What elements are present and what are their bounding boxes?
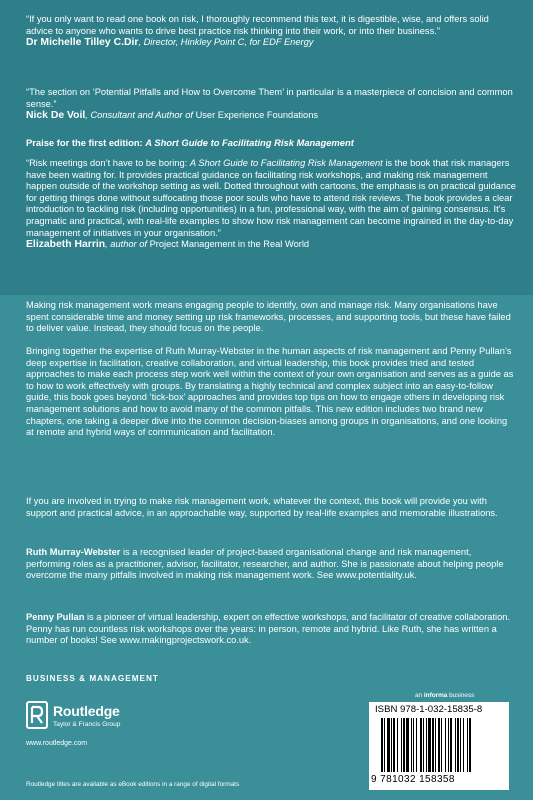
quote-2-attribution (26, 110, 516, 122)
quote-1-attribution (26, 37, 516, 49)
barcode-bar (463, 718, 464, 772)
barcode-bar (397, 718, 398, 772)
barcode-icon (381, 718, 499, 774)
informa-tagline: an informa business (415, 692, 475, 699)
publisher-name: Routledge (53, 703, 120, 719)
quote-1 (26, 14, 516, 49)
barcode-bar (457, 718, 459, 772)
quote-1-text: “If you only want to read one book on risk, I thoroughly recommend this text, it is digestible, wise, and offers solid advice to anyone who wants to drive best practice risk thinking into their work, or into their business.” (26, 14, 489, 36)
author-1-name: Ruth Murray-Webster (26, 547, 121, 557)
barcode-bar (428, 718, 431, 772)
barcode-bar (450, 718, 452, 772)
author-bio-2 (26, 612, 516, 647)
barcode-number: 9 781032 158358 (371, 774, 455, 785)
author-1-bio: is a recognised leader of project-based organisational change and risk management, performing roles as a practitioner, advisor, facilitator, researcher, and author. She is passionate about helping people overcome the many pitfalls involved in making risk management work. See www.potentiality.uk. (26, 547, 504, 581)
isbn-text: ISBN 978-1-032-15835-8 (375, 704, 483, 715)
barcode-bar (423, 718, 424, 772)
author-bio-1 (26, 547, 516, 582)
body-paragraph-2: Bringing together the expertise of Ruth Murray-Webster in the human aspects of risk management and Penny Pullan’s deep expertise in facilitation, creative collaboration, and virtual leadership, this book provides tried and tested approaches to make each process step work well within the context of your own organisation and serves as a guide as to how to work effectively with groups. By translating a highly technical and complex subject into an easy-to-follow guide, this book goes beyond ‘tick-box’ approaches and provides top tips on how to engage others in developing risk management solutions and how to avoid many of the common pitfalls. This new edition includes two brand new chapters, one taking a deeper dive into the common decision-biases among groups in organisations, and one looking at remote and hybrid ways of communication and facilitation. (26, 346, 514, 438)
barcode-bar (441, 718, 442, 772)
category-label: BUSINESS & MANAGEMENT (26, 674, 159, 683)
body-paragraph-3: If you are involved in trying to make risk management work, whatever the context, this book will provide you with support and practical advice, in an approachable way, supported by real-life examples and memorable illustrations. (26, 496, 498, 518)
barcode-bar (467, 718, 468, 772)
body-paragraph-1: Making risk management work means engaging people to identify, own and manage risk. Many organisations have spent considerable time and money setting up risk frameworks, processes, and supporting tools, but these have failed to deliver value. Instead, they should focus on the people. (26, 300, 511, 334)
praise-book-title: A Short Guide to Facilitating Risk Management (145, 137, 354, 148)
barcode-bar (420, 718, 422, 772)
quote-3-book: Project Management in the Real World (149, 239, 310, 250)
barcode-bar (432, 718, 434, 772)
praise-heading (26, 137, 516, 149)
quote-3-role: , author of (105, 239, 150, 250)
quote-3-attribution (26, 239, 516, 251)
barcode-bar (381, 718, 383, 772)
publisher-url: www.routledge.com (26, 740, 88, 747)
footer-note: Routledge titles are available as eBook editions in a range of digital formats (26, 781, 240, 788)
barcode-bar (416, 718, 417, 772)
barcode-bar (460, 718, 461, 772)
barcode-bar (448, 718, 449, 772)
barcode-bar (391, 718, 392, 772)
barcode-bar (413, 718, 414, 772)
publisher-group: Taylor & Francis Group (53, 721, 121, 728)
quote-2-book: User Experience Foundations (195, 110, 319, 121)
barcode-bar (384, 718, 385, 772)
barcode-bar (401, 718, 402, 772)
quote-3-name: Elizabeth Harrin (26, 239, 106, 251)
barcode-panel (369, 702, 509, 790)
quote-3-text: “Risk meetings don’t have to be boring: A Short Guide to Facilitating Risk Management is the book that risk managers have been waiting for. It provides practical guidance on facilitating risk workshops, and making risk management happen outside of the workshop setting as well. Dotted throughout with cartoons, the emphasis is on practical guidance for getting things done without suffocating those poor souls who have to attend risk reviews. The book provides a clear introduction to tackling risk (including opportunities) in a fun, professional way, with the aim of gaining consensus. It’s pragmatic and practical, with real-life examples to show how risk management can become ingrained in the day-to-day management of initiatives in your organisation.” (26, 158, 516, 238)
informa-brand: informa (423, 692, 448, 699)
quote-2-name: Nick De Voil (26, 110, 86, 122)
quote-2-text: “The section on ‘Potential Pitfalls and How to Overcome Them’ in particular is a masterpiece of concision and common sense.” (26, 87, 513, 109)
barcode-bar (393, 718, 395, 772)
barcode-bar (426, 718, 427, 772)
barcode-bar (469, 718, 471, 772)
barcode-bar (438, 718, 440, 772)
praise-lead: Praise for the first edition: (26, 137, 146, 148)
quote-3 (26, 158, 516, 251)
barcode-bar (387, 718, 390, 772)
barcode-bar (435, 718, 436, 772)
barcode-bar (411, 718, 412, 772)
barcode-bar (445, 718, 446, 772)
routledge-mark-icon (26, 701, 48, 729)
publisher-logo (26, 700, 226, 740)
quote-1-role: , Director, Hinkley Point C, for EDF Energy (138, 37, 314, 48)
quote-1-name: Dr Michelle Tilley C.Dir (26, 37, 139, 49)
barcode-bar (403, 718, 405, 772)
barcode-bar (455, 718, 456, 772)
barcode-bar (406, 718, 409, 772)
author-2-bio: is a pioneer of virtual leadership, expert on effective workshops, and facilitator of creative collaboration. Penny has run countless risk workshops over the years: in person, remote and hybrid. Like Ruth, she has written a number of books! See www.makingprojectswork.co.uk. (26, 612, 511, 646)
author-2-name: Penny Pullan (26, 612, 85, 622)
quote-2 (26, 87, 516, 122)
quote-2-role: , Consultant and Author of (85, 110, 196, 121)
